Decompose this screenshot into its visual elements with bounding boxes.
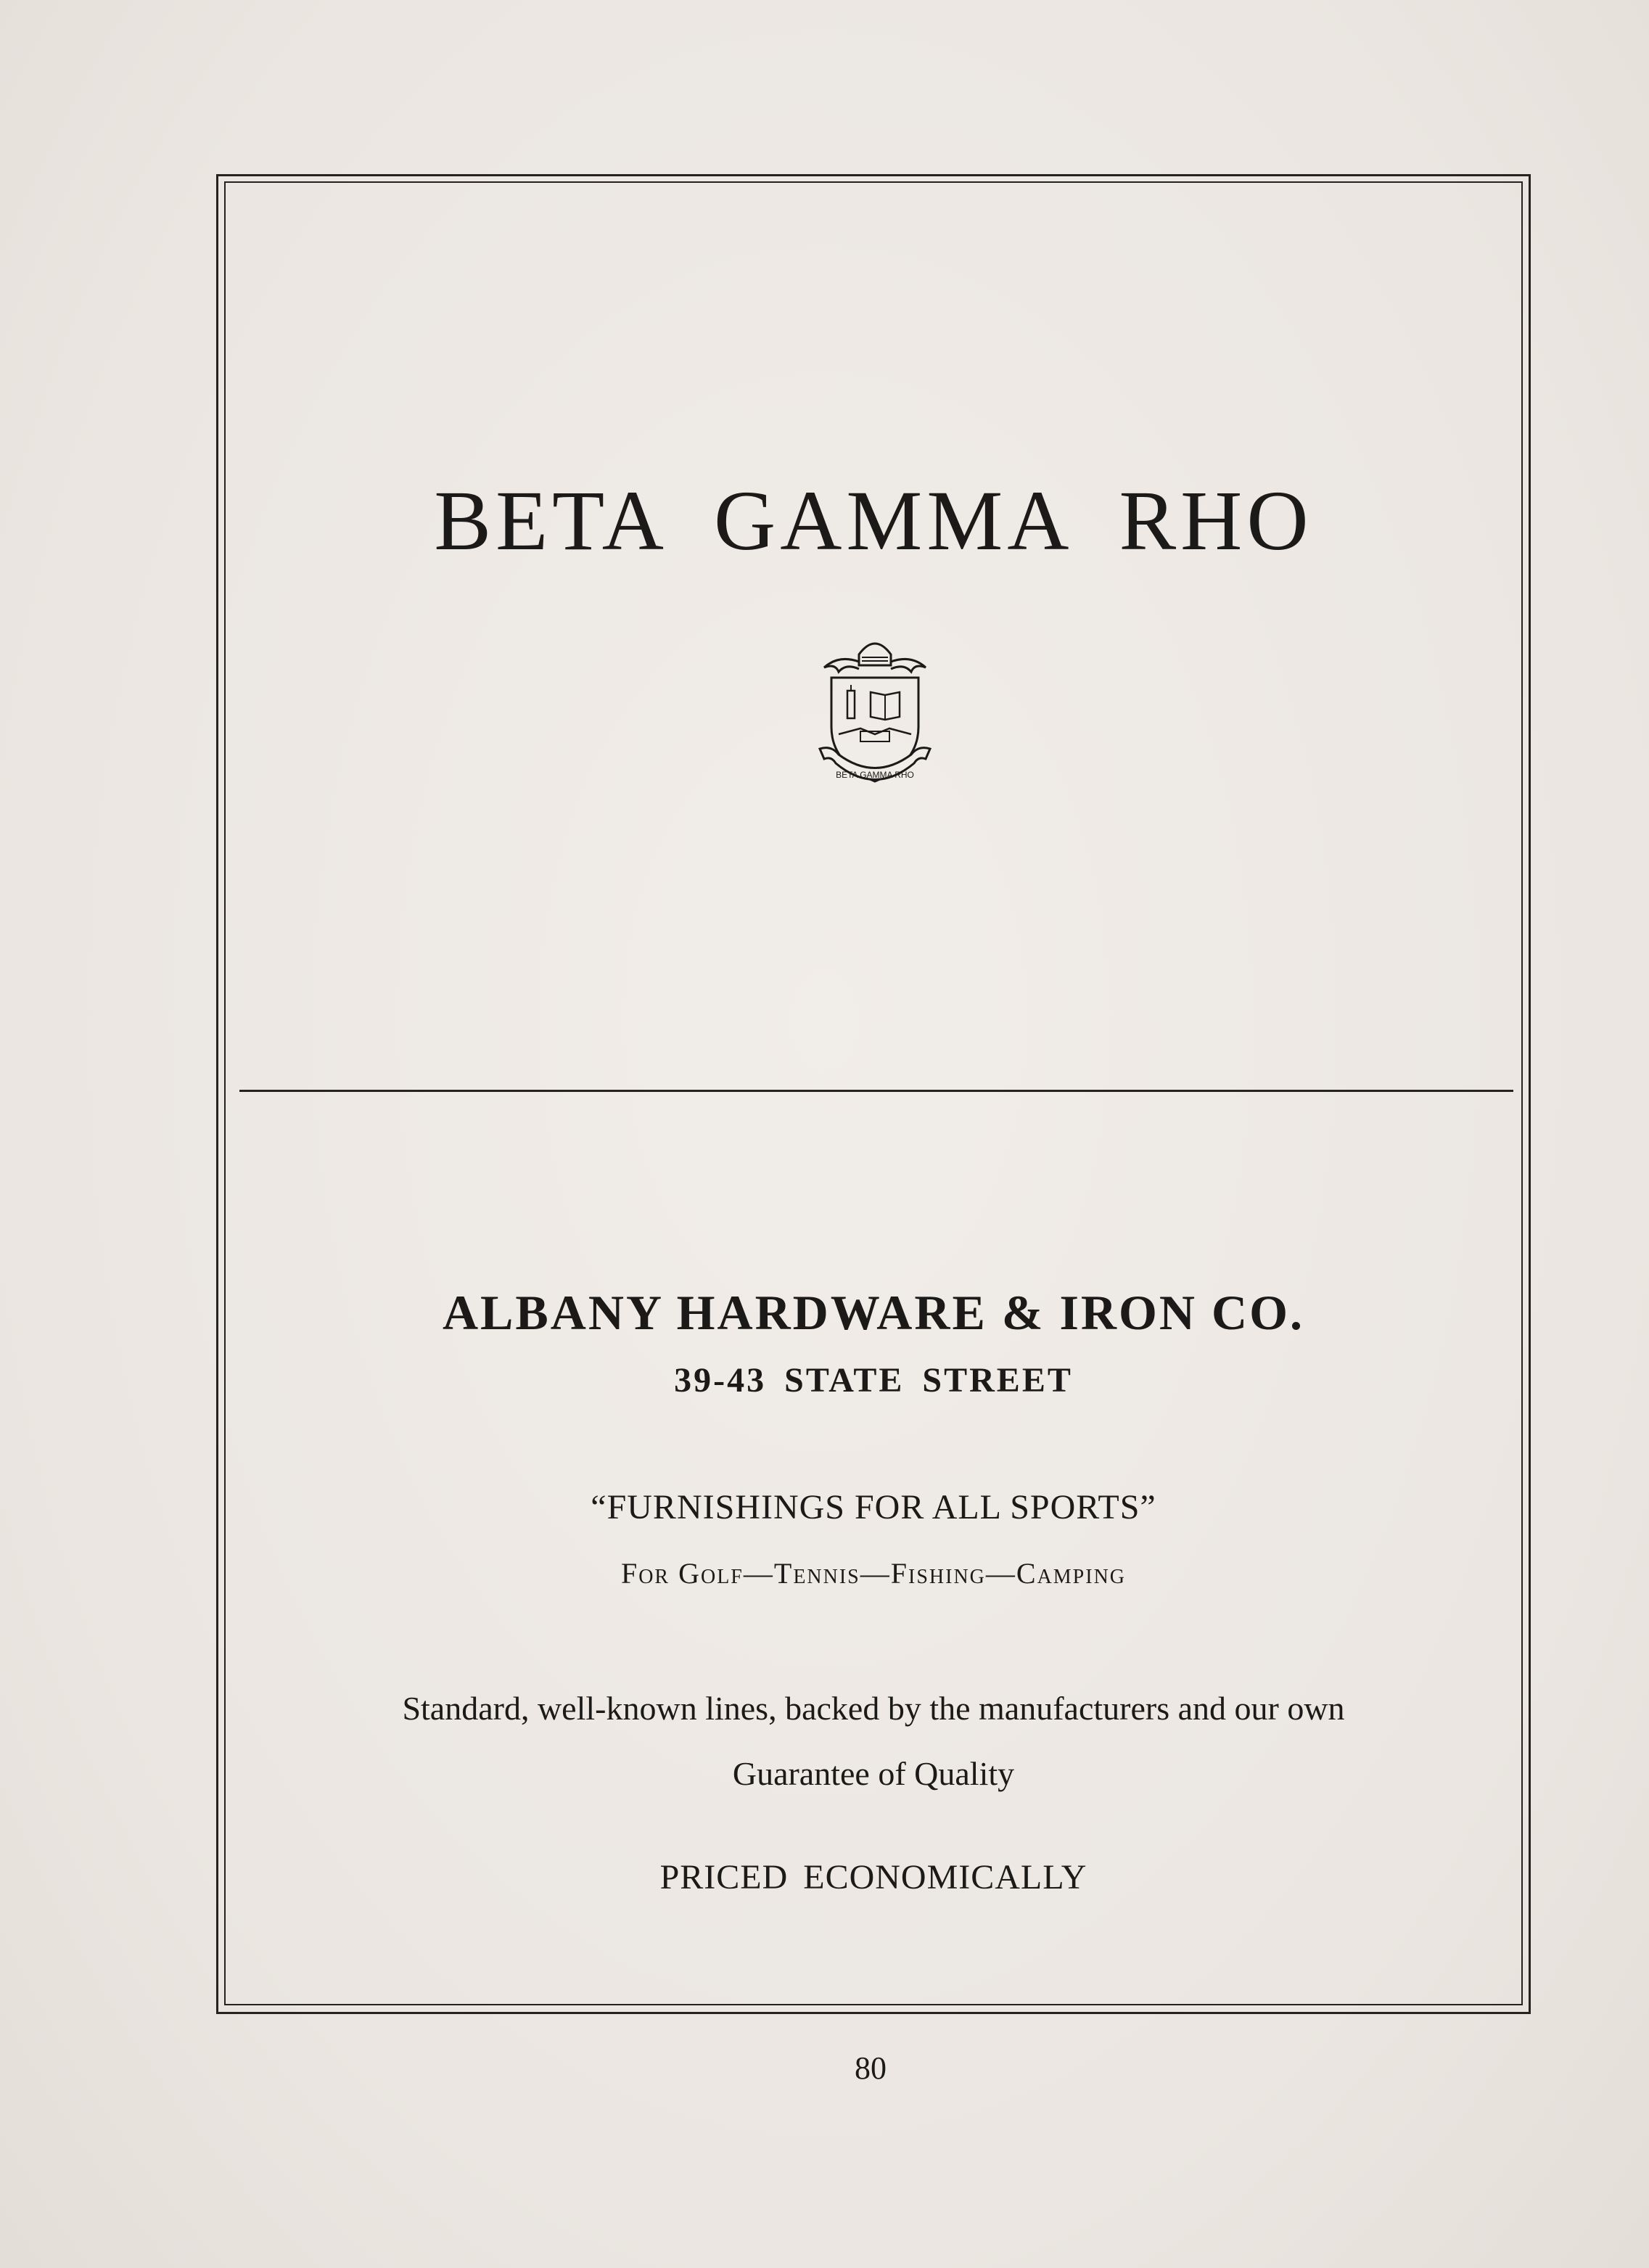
- ad-description: [224, 1676, 1523, 1807]
- pricing-note: PRICED ECONOMICALLY: [659, 1858, 1087, 1897]
- ad-slogan: “FURNISHINGS FOR ALL SPORTS”: [591, 1488, 1156, 1527]
- fraternity-crest-icon: [810, 625, 940, 800]
- crest-motto: BETA GAMMA RHO: [836, 770, 914, 780]
- ad-description-line: Standard, well-known lines, backed by the manufacturers and our own: [402, 1690, 1345, 1727]
- page-number: 80: [855, 2050, 887, 2086]
- sports-list: For Golf—Tennis—Fishing—Camping: [620, 1557, 1127, 1590]
- ad-description-line: Guarantee of Quality: [732, 1755, 1015, 1792]
- company-name: ALBANY HARDWARE & IRON CO.: [442, 1285, 1305, 1340]
- fraternity-title: BETA GAMMA RHO: [434, 473, 1313, 568]
- section-divider: [239, 1090, 1513, 1092]
- company-address: 39-43 STATE STREET: [674, 1361, 1073, 1400]
